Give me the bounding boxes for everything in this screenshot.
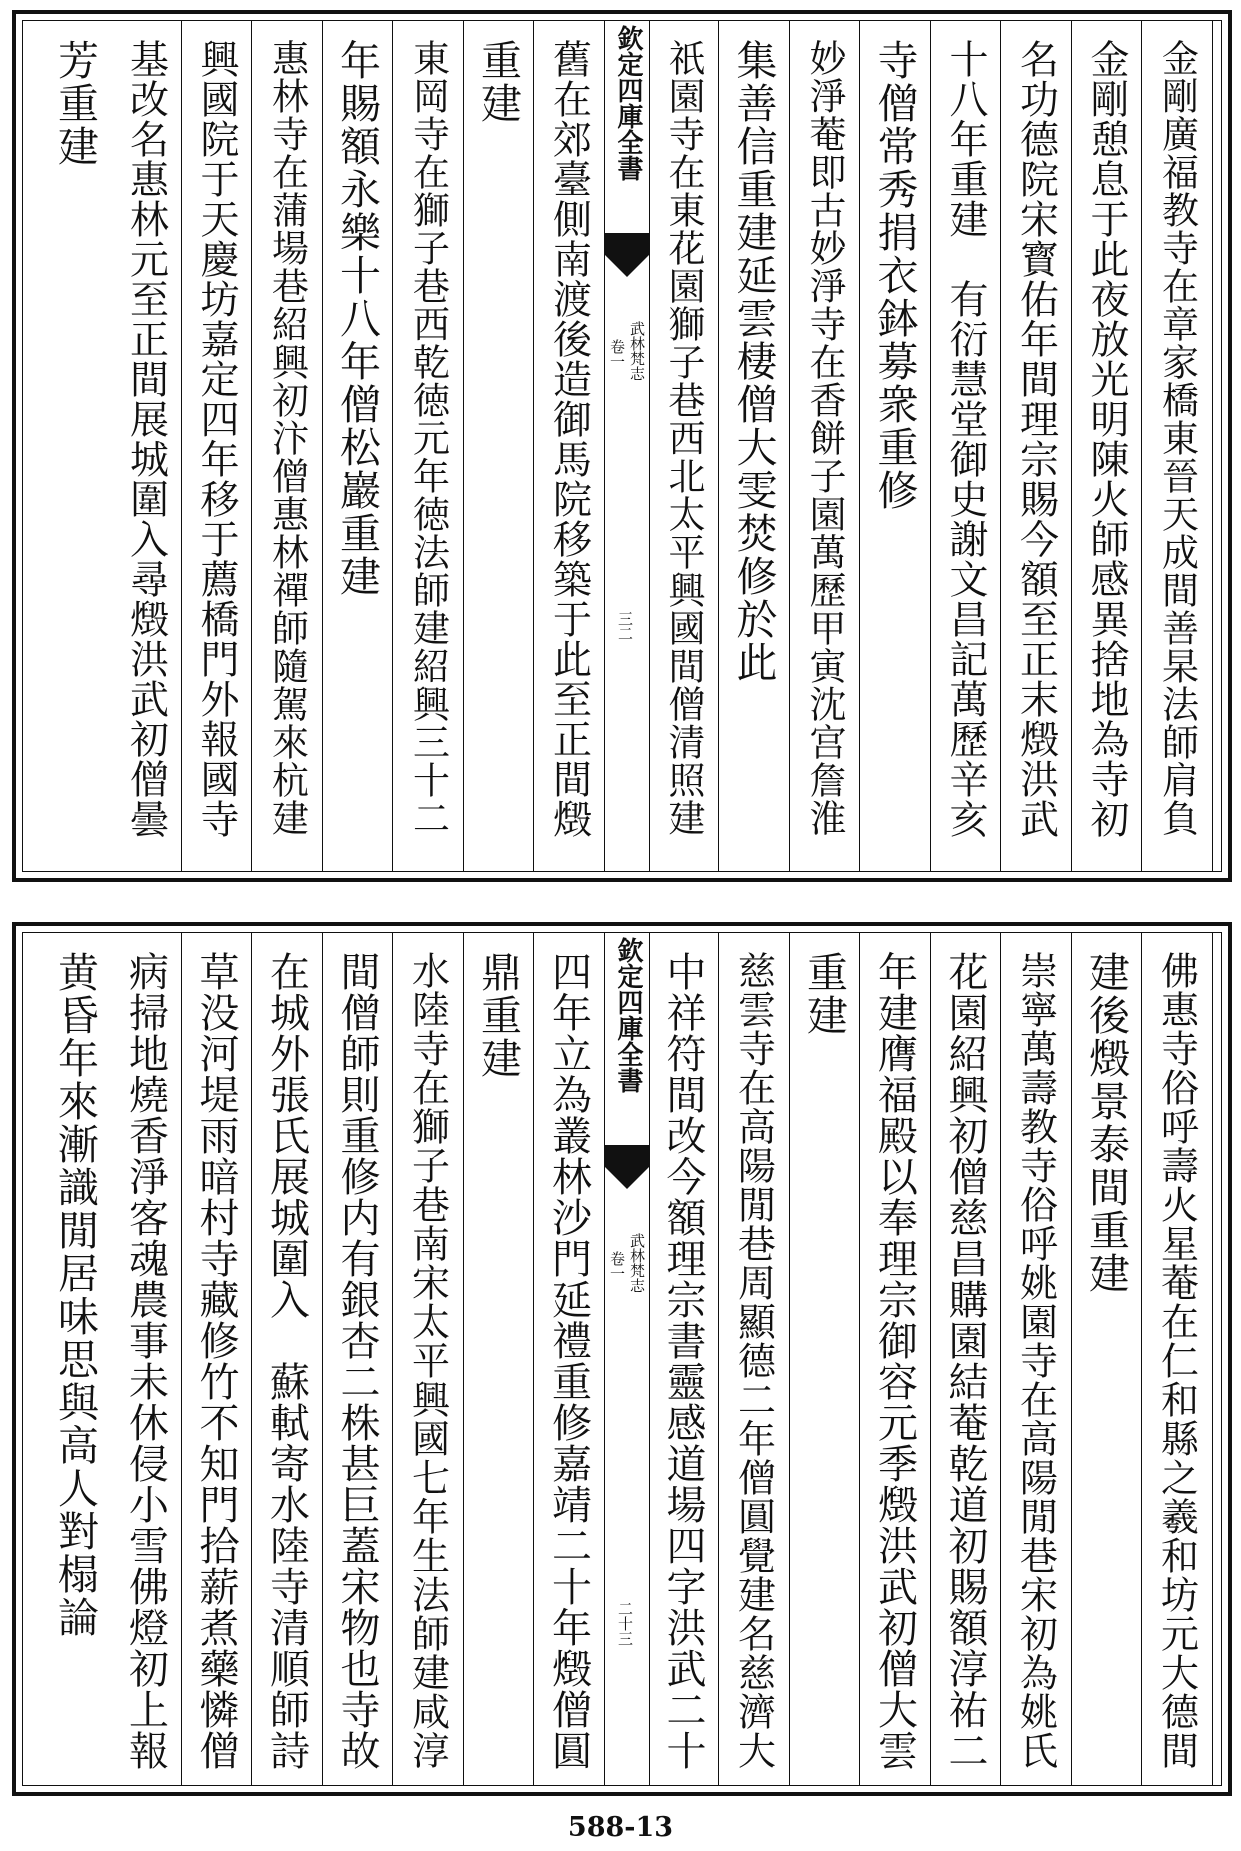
column-text: 四年立為叢林沙門延禮重修嘉靖二十年燬僧圓 — [545, 951, 592, 1771]
top-page-frame — [22, 20, 1222, 872]
column-text: 舊在郊臺側南渡後造御馬院移築于此至正間燬 — [546, 39, 592, 839]
column-text: 年賜額永樂十八年僧松巖重建 — [333, 39, 381, 598]
top-text-column — [1001, 39, 1071, 857]
column-text: 寺僧常秀捐衣鉢募衆重修 — [870, 39, 919, 512]
column-text: 興國院于天慶坊嘉定四年移于薦橋門外報國寺 — [194, 39, 239, 839]
gutter-title: 欽定四庫全書 — [613, 937, 643, 1093]
bottom-text-column — [648, 951, 718, 1771]
column-text: 基改名惠林元至正間展城圍入尋燬洪武初僧曇 — [123, 39, 169, 839]
column-text: 黄昏年來漸識閒居味思與高人對榻論 — [51, 951, 99, 1639]
column-text: 年建膺福殿以奉理宗御容元季燬洪武初僧大雲 — [871, 951, 918, 1771]
column-text: 間僧師則重修内有銀杏二株甚巨蓋宋物也寺故 — [334, 951, 380, 1771]
gutter-title: 欽定四庫全書 — [613, 25, 643, 181]
gutter-page-number: 二十三 — [616, 1601, 634, 1646]
column-text: 建後燬景泰間重建 — [1082, 951, 1130, 1295]
bottom-page — [12, 922, 1232, 1796]
column-text: 芳重建 — [51, 39, 99, 168]
top-center-gutter — [604, 21, 650, 871]
top-page — [12, 10, 1232, 882]
column-text: 中祥符間改今額理宗書靈感道場四字洪武二十 — [660, 951, 706, 1771]
column-text: 十八年重建 有衍慧堂御史謝文昌記萬歷辛亥 — [943, 39, 988, 839]
gutter-book-name: 武林梵志 — [628, 321, 646, 381]
gutter-page-number: 三二 — [616, 611, 634, 641]
top-text-column — [1071, 39, 1141, 857]
gutter-volume: 卷一 — [608, 339, 626, 369]
gutter-volume: 卷一 — [608, 1251, 626, 1281]
column-text: 惠林寺在蒲場巷紹興初汴僧惠林禪師隨駕來杭建 — [265, 39, 309, 837]
top-text-column — [860, 39, 930, 857]
bottom-text-column — [1001, 951, 1071, 1771]
column-text: 草没河堤雨暗村寺藏修竹不知門拾薪煮藥憐僧 — [193, 951, 239, 1771]
top-text-column — [40, 39, 110, 857]
top-text-column — [534, 39, 604, 857]
column-text: 佛惠寺俗呼壽火星菴在仁和縣之羲和坊元大德間 — [1154, 951, 1199, 1770]
column-text: 名功德院宋寳佑年間理宗賜今額至正末燬洪武 — [1013, 39, 1059, 839]
column-text: 慈雲寺在高陽閒巷周顯德二年僧圓覺建名慈濟大 — [731, 951, 776, 1770]
top-text-column — [719, 39, 789, 857]
fish-tail-mark — [605, 1145, 649, 1225]
column-text: 金剛憩息于此夜放光明陳火師感異捨地為寺初 — [1084, 39, 1129, 839]
top-text-column — [789, 39, 859, 857]
top-text-column — [930, 39, 1000, 857]
fish-tail-mark — [605, 233, 649, 313]
top-text-column — [393, 39, 463, 857]
column-text: 東岡寺在獅子巷西乾徳元年徳法師建紹興三十二 — [406, 39, 450, 837]
page-footer-number: 588-13 — [567, 1812, 674, 1843]
top-text-column — [648, 39, 718, 857]
column-text: 病掃地燒香淨客魂農事未休侵小雪佛燈初上報 — [122, 951, 169, 1771]
top-text-column — [181, 39, 251, 857]
bottom-text-column — [181, 951, 251, 1771]
column-text: 祇園寺在東花園獅子巷西北太平興國間僧清照建 — [662, 39, 705, 837]
column-text: 妙淨菴即古妙淨寺在香餅子園萬歷甲寅沈宫詹淮 — [803, 39, 846, 837]
column-text: 集善信重建延雲棲僧大雯焚修於此 — [729, 39, 778, 684]
gutter-book-name: 武林梵志 — [628, 1233, 646, 1293]
column-text: 金剛廣福教寺在章家橋東晉天成間善杲法師肩負 — [1155, 39, 1199, 837]
column-text: 重建 — [800, 951, 848, 1037]
bottom-text-column — [1142, 951, 1212, 1771]
bottom-text-column — [534, 951, 604, 1771]
column-text: 鼎重建 — [474, 951, 522, 1080]
column-text: 崇寧萬壽教寺俗呼姚園寺在高陽閒巷宋初為姚氏 — [1013, 951, 1058, 1770]
bottom-text-column — [930, 951, 1000, 1771]
top-text-column — [463, 39, 533, 857]
column-text: 水陸寺在獅子巷南宋太平興國七年生法師建咸淳 — [405, 951, 450, 1770]
bottom-text-column — [463, 951, 533, 1771]
bottom-text-column — [322, 951, 392, 1771]
column-text: 在城外張氏展城圍入 蘇軾寄水陸寺清順師詩 — [263, 951, 310, 1771]
bottom-text-column — [393, 951, 463, 1771]
bottom-text-column — [252, 951, 322, 1771]
column-text: 花園紹興初僧慈昌購園結菴乾道初賜額淳祐二 — [942, 951, 988, 1771]
bottom-center-gutter — [604, 933, 650, 1785]
bottom-text-column — [1071, 951, 1141, 1771]
column-text: 重建 — [474, 39, 522, 125]
top-text-column — [322, 39, 392, 857]
bottom-text-column — [40, 951, 110, 1771]
bottom-text-column — [789, 951, 859, 1771]
top-text-column — [1142, 39, 1212, 857]
bottom-text-column — [111, 951, 181, 1771]
bottom-text-column — [860, 951, 930, 1771]
bottom-text-column — [719, 951, 789, 1771]
top-text-column — [111, 39, 181, 857]
bottom-page-frame — [22, 932, 1222, 1786]
top-text-column — [252, 39, 322, 857]
